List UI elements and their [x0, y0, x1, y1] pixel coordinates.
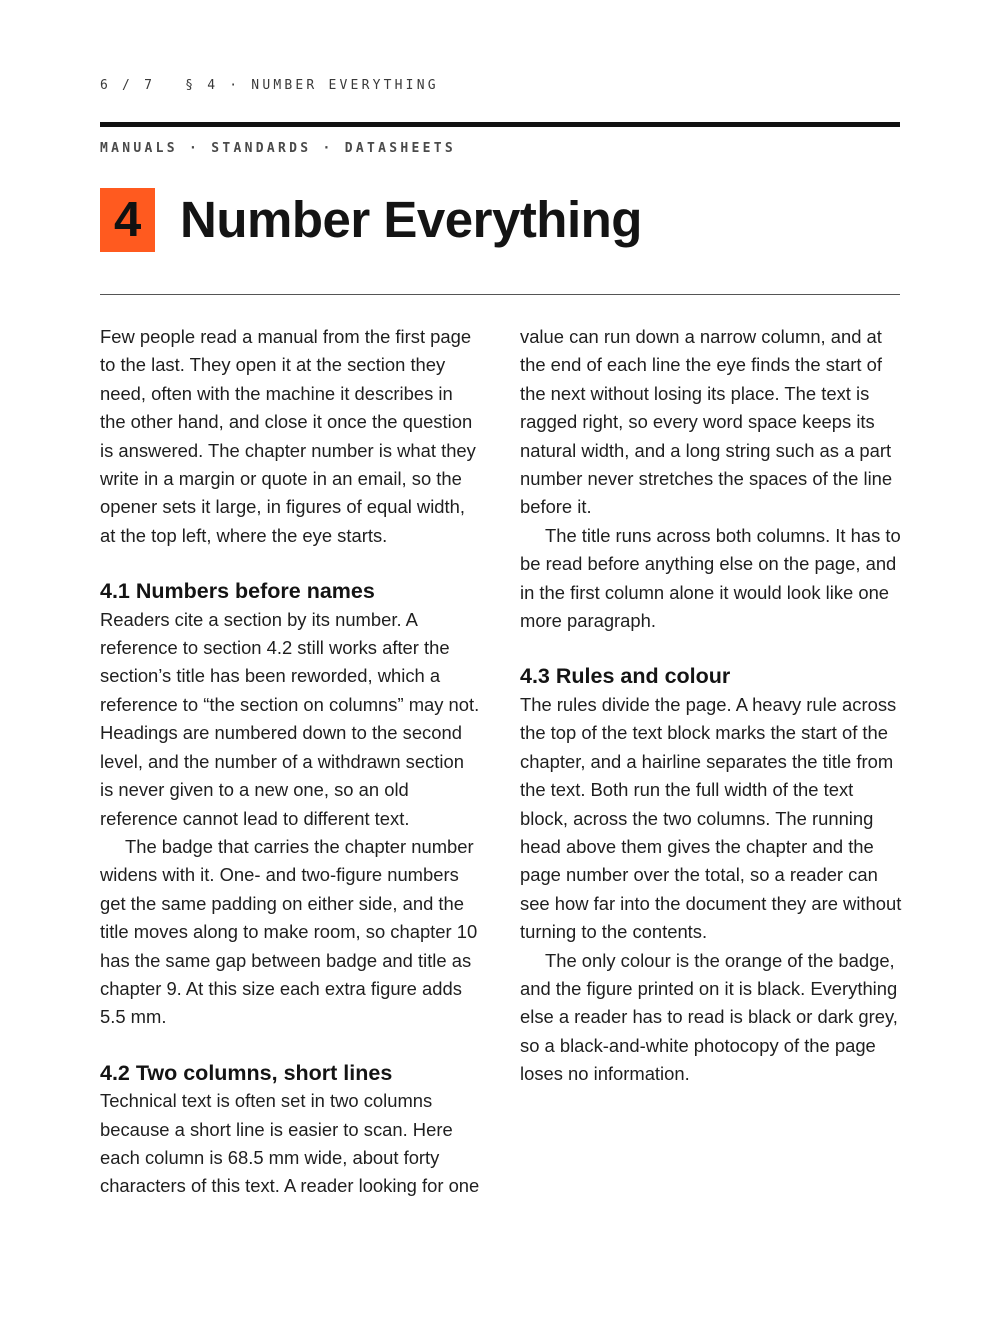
running-head	[100, 78, 439, 93]
section-paragraph-continued: value can run down a narrow column, and at the end of each line the eye finds the start of the next without losing its place. The text is ragged right, so every word space keeps its natural width, and a long string such as a part number never stretches the spaces of the line before it.	[520, 326, 893, 518]
section-paragraph: The only colour is the orange of the badge, and the figure printed on it is black. Everything else a reader has to read is black or dark grey, so a black-and-white photocopy of the page loses no information.	[520, 949, 898, 1085]
left-column	[100, 323, 482, 1201]
series-line: MANUALS · STANDARDS · DATASHEETS	[100, 141, 457, 156]
section-heading: 4.3 Rules and colour	[520, 664, 731, 689]
section-paragraph: The rules divide the page. A heavy rule across the top of the text block marks the start of the chapter, and a hairline separates the title from the text. Both run the full width of the text block, across the two columns. The running head above them gives the chapter and the page number over the total, so a reader can see how far into the document they are without turning to the contents.	[520, 693, 902, 943]
section-heading: 4.2 Two columns, short lines	[100, 1060, 393, 1085]
chapter-title: Number Everything	[180, 191, 642, 248]
page-counter: 6 / 7	[100, 78, 156, 93]
section-paragraph: The title runs across both columns. It has to be read before anything else on the page, and in the first column alone it would look like one more paragraph.	[520, 524, 901, 632]
section-heading: 4.1 Numbers before names	[100, 579, 375, 604]
section-paragraph: Technical text is often set in two columns because a short line is easier to scan. Here each column is 68.5 mm wide, about forty characters of this text. A reader looking for one	[100, 1090, 480, 1197]
intro-paragraph: Few people read a manual from the first page to the last. They open it at the section they need, often with the machine it describes in the other hand, and close it once the question is answered. The chapter number is what they write in a margin or quote in an email, so the opener sets it large, in figures of equal width, at the top left, where the eye starts.	[100, 326, 476, 546]
running-head-section: § 4 · NUMBER EVERYTHING	[185, 78, 439, 93]
section-paragraph: The badge that carries the chapter number widens with it. One- and two-figure numbers get the same padding on either side, and the title moves along to make room, so chapter 10 has the same gap between badge and title as chapter 9. At this size each extra figure adds 5.5 mm.	[100, 835, 478, 1028]
heavy-rule	[100, 122, 900, 127]
hairline-rule	[100, 294, 900, 295]
chapter-number-badge: 4	[100, 188, 155, 252]
right-column	[520, 323, 902, 1089]
section-paragraph: Readers cite a section by its number. A reference to section 4.2 still works after the section’s title has been reworded, which a reference to “the section on columns” may not. Headings are numbered down to the second level, and the number of a withdrawn section is never given to a new one, so an old reference cannot lead to different text.	[100, 608, 480, 829]
